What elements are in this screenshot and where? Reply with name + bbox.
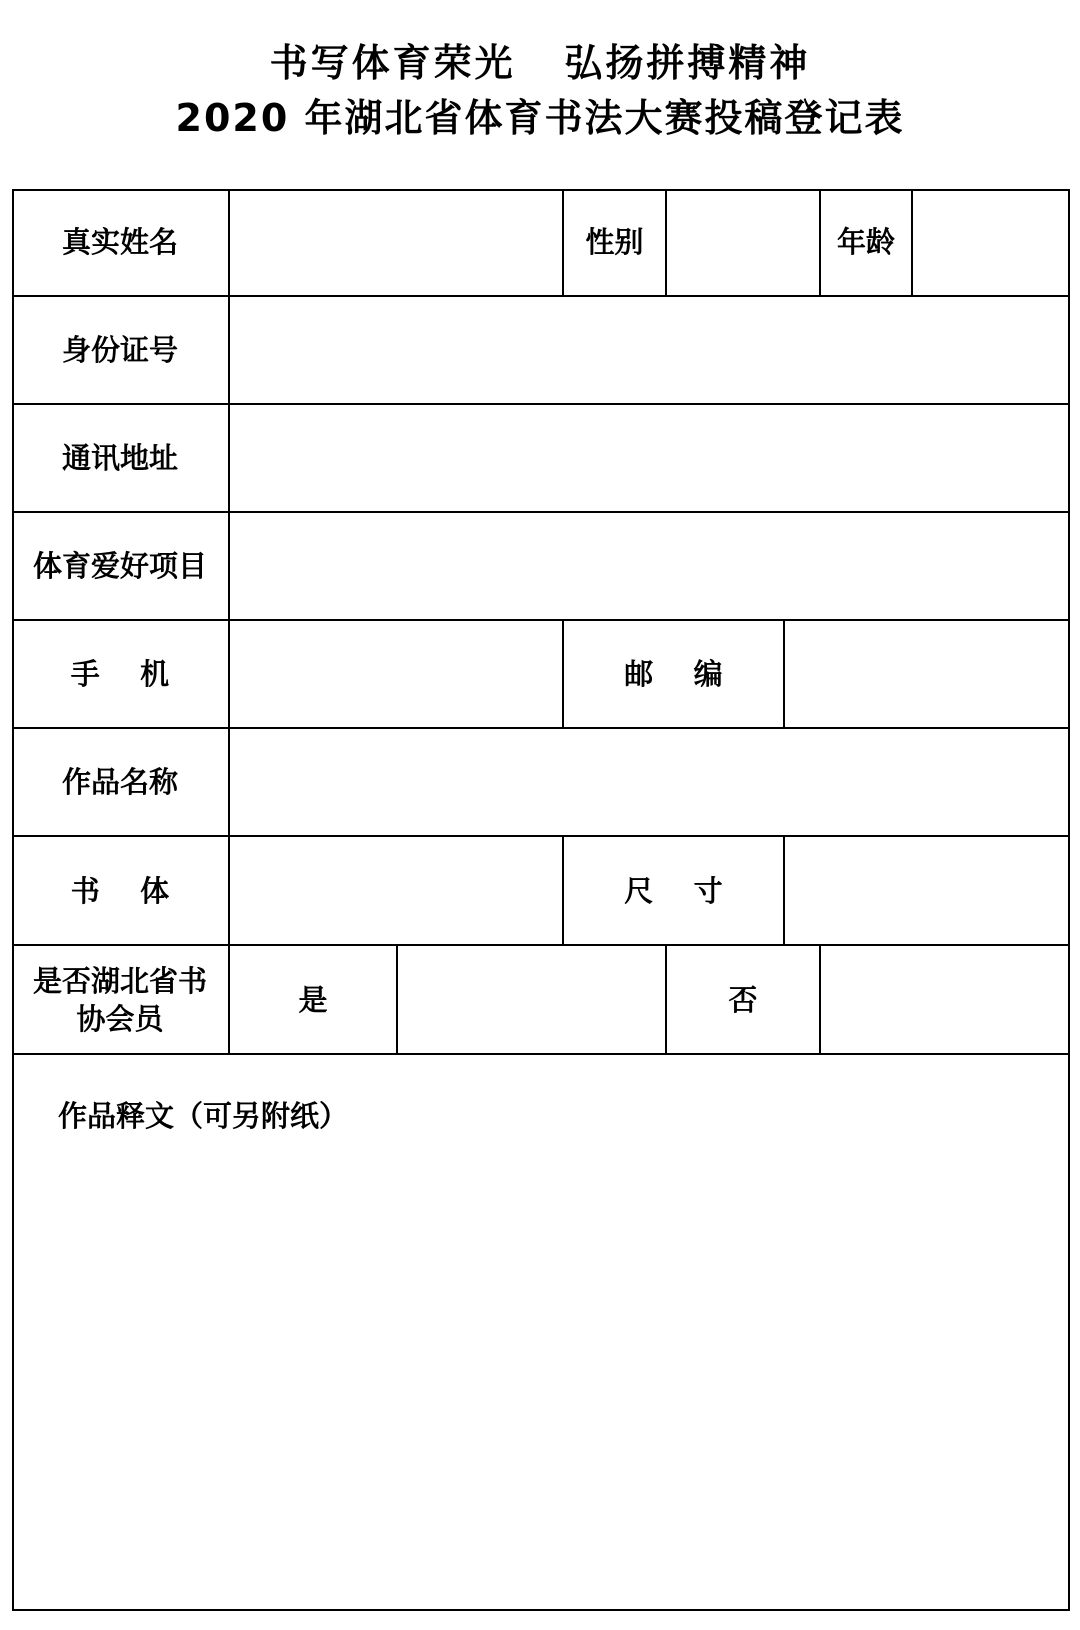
size-field[interactable] (785, 837, 1070, 946)
phone-field[interactable] (230, 621, 564, 729)
yes-label: 是 (298, 982, 328, 1017)
no-label-cell (667, 946, 821, 1055)
work-title-field[interactable] (230, 729, 1070, 837)
hobby-label: 体育爱好项目 (32, 549, 207, 583)
name-field[interactable] (230, 189, 564, 297)
id-label-cell (12, 297, 230, 405)
id-label: 身份证号 (61, 333, 178, 367)
hobby-field[interactable] (230, 513, 1070, 621)
work-text-area[interactable] (12, 1055, 1070, 1611)
hobby-label-cell (12, 513, 230, 621)
yes-field[interactable] (398, 946, 667, 1055)
slogan-title: 书写体育荣光 弘扬拼搏精神 (269, 41, 811, 85)
postcode-label-cell (564, 621, 785, 729)
name-label-cell (12, 189, 230, 297)
gender-label: 性别 (585, 225, 644, 259)
member-label: 是否湖北省书协会员 (32, 963, 207, 1036)
phone-label: 手 机 (70, 657, 170, 691)
work-title-label: 作品名称 (61, 765, 178, 799)
age-label-cell (821, 189, 913, 297)
script-field[interactable] (230, 837, 564, 946)
id-field[interactable] (230, 297, 1070, 405)
size-label-cell (564, 837, 785, 946)
form-header (0, 38, 1080, 143)
address-label-cell (12, 405, 230, 513)
registration-form (12, 189, 1070, 1611)
name-label: 真实姓名 (61, 225, 178, 259)
gender-label-cell (564, 189, 667, 297)
script-label-cell (12, 837, 230, 946)
postcode-field[interactable] (785, 621, 1070, 729)
no-label: 否 (728, 982, 758, 1017)
age-field[interactable] (913, 189, 1070, 297)
age-label: 年龄 (836, 225, 895, 259)
phone-label-cell (12, 621, 230, 729)
size-label: 尺 寸 (624, 873, 723, 908)
work-title-label-cell (12, 729, 230, 837)
address-label: 通讯地址 (61, 441, 178, 475)
gender-field[interactable] (667, 189, 821, 297)
member-label-cell (12, 946, 230, 1055)
script-label: 书 体 (70, 873, 170, 908)
form-title: 2020 年湖北省体育书法大赛投稿登记表 (175, 96, 905, 140)
work-text-label: 作品释文（可另附纸） (58, 1099, 349, 1133)
yes-label-cell (230, 946, 398, 1055)
postcode-label: 邮 编 (624, 657, 723, 691)
address-field[interactable] (230, 405, 1070, 513)
no-field[interactable] (821, 946, 1070, 1055)
